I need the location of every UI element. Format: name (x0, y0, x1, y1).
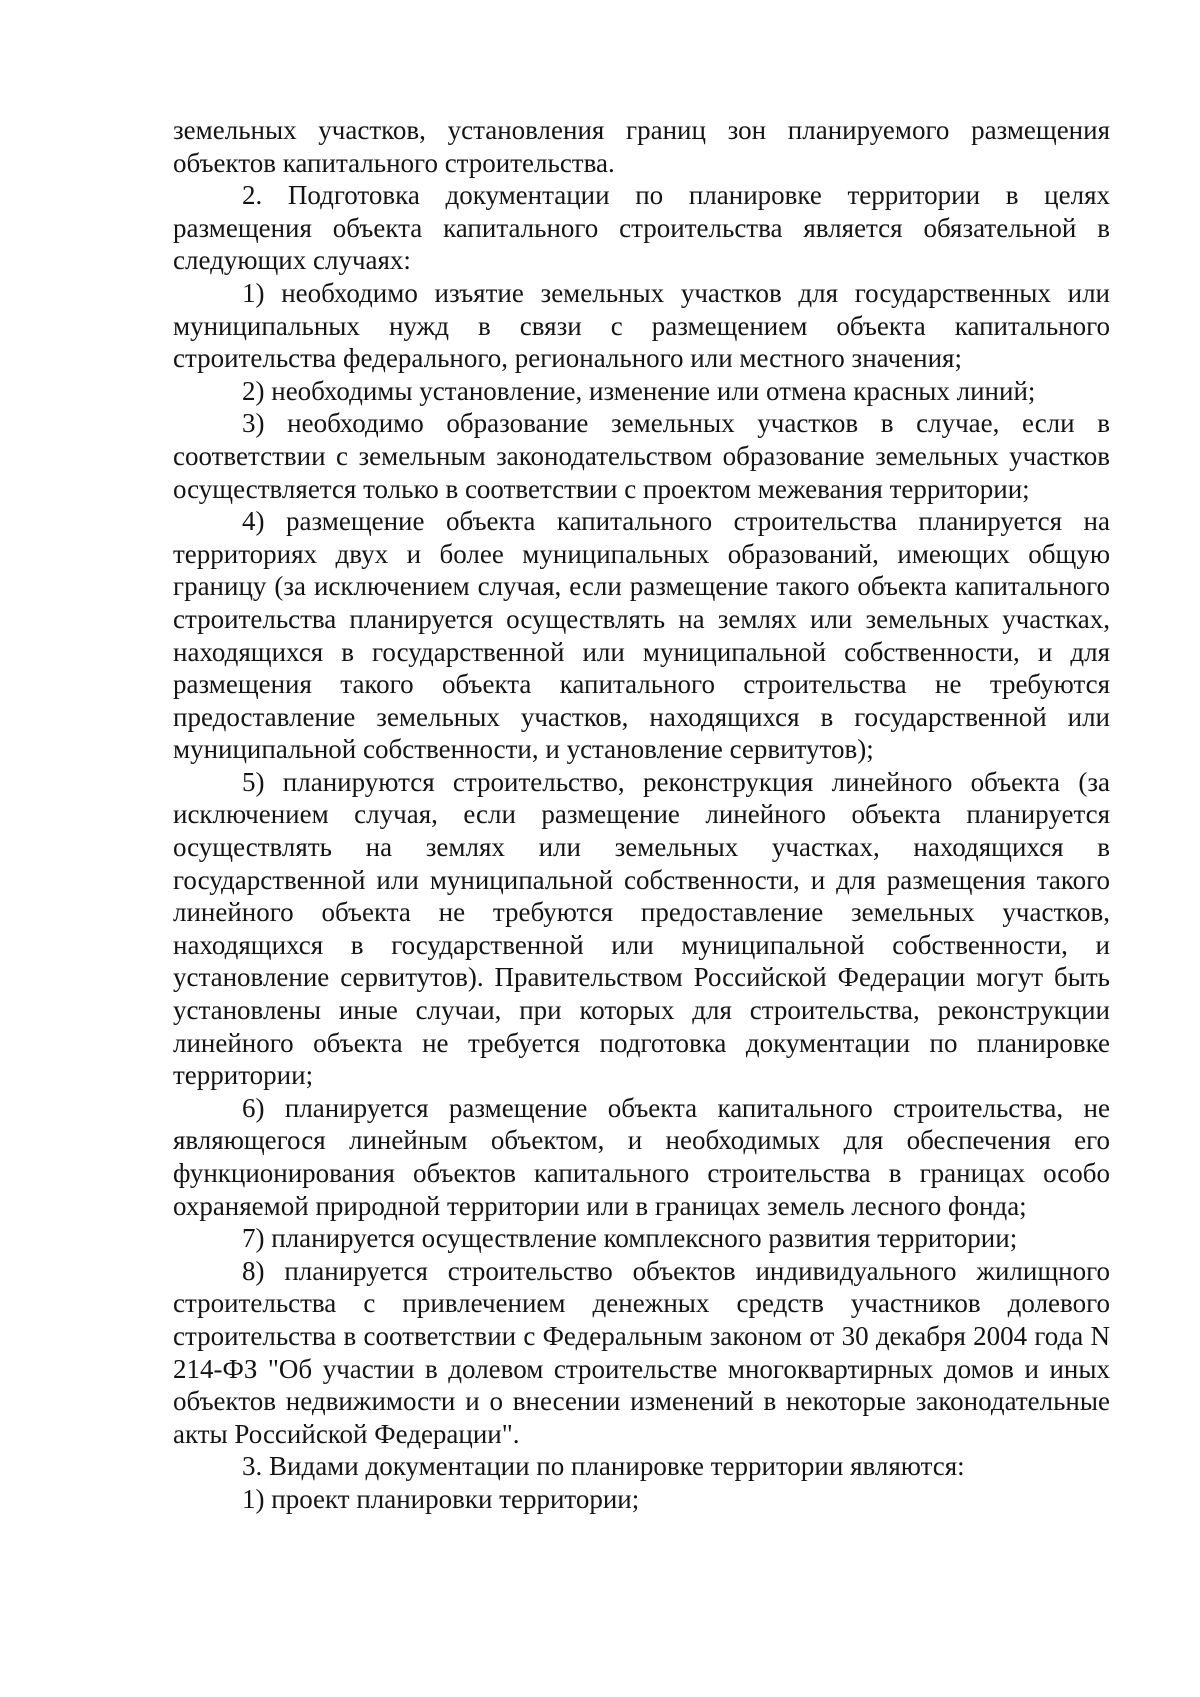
paragraph-subitem-3: 3) необходимо образование земельных участков в случае, если в соответствии с земельным законодательством образование земельных участков осуществляется только в соответствии с проектом межевания территории; (173, 408, 1110, 504)
paragraph-subitem-8: 8) планируется строительство объектов индивидуального жилищного строительства с привлечением денежных средств участников долевого строительства в соответствии с Федеральным законом от 30 декабря 2004 года N 214-ФЗ "Об участии в долевом строительстве многоквартирных домов и иных объектов недвижимости и о внесении изменений в некоторые законодательные акты Российской Федерации". (173, 1255, 1110, 1449)
paragraph-subitem-7: 7) планируется осуществление комплексного развития территории; (242, 1223, 1018, 1254)
paragraph-subitem-4: 4) размещение объекта капитального строительства планируется на территориях двух и более муниципальных образований, имеющих общую границу (за исключением случая, если размещение такого объекта капитального строительства планируется осуществлять на землях или земельных участках, находящихся в государственной или муниципальной собственности, и для размещения такого объекта капитального строительства не требуются предоставление земельных участков, находящихся в государственной или муниципальной собственности, и установление сервитутов); (173, 506, 1110, 765)
paragraph-item-2: 2. Подготовка документации по планировке территории в целях размещения объекта капитального строительства является обязательной в следующих случаях: (173, 180, 1110, 276)
paragraph-continuation: земельных участков, установления границ зон планируемого размещения объектов капитального строительства. (173, 115, 1110, 178)
paragraph-subitem-1: 1) необходимо изъятие земельных участков для государственных или муниципальных нужд в связи с размещением объекта капитального строительства федерального, регионального или местного значения; (173, 277, 1110, 374)
paragraph-subitem-5: 5) планируются строительство, реконструкция линейного объекта (за исключением случая, если размещение линейного объекта планируется осуществлять на землях или земельных участках, находящихся в государственной или муниципальной собственности, и для размещения такого линейного объекта не требуются предоставление земельных участков, находящихся в государственной или муниципальной собственности, и установление сервитутов). Правительством Российской Федерации могут быть установлены иные случаи, при которых для строительства, реконструкции линейного объекта не требуется подготовка документации по планировке территории; (173, 766, 1110, 1091)
document-body (173, 114, 1110, 1516)
paragraph-item-3-subitem-1: 1) проект планировки территории; (242, 1483, 640, 1514)
paragraph-item-3: 3. Видами документации по планировке территории являются: (242, 1451, 965, 1482)
paragraph-subitem-6: 6) планируется размещение объекта капитального строительства, не являющегося линейным объектом, и необходимых для обеспечения его функционирования объектов капитального строительства в границах особо охраняемой природной территории или в границах земель лесного фонда; (173, 1092, 1110, 1221)
paragraph-subitem-2: 2) необходимы установление, изменение или отмена красных линий; (242, 375, 1036, 406)
